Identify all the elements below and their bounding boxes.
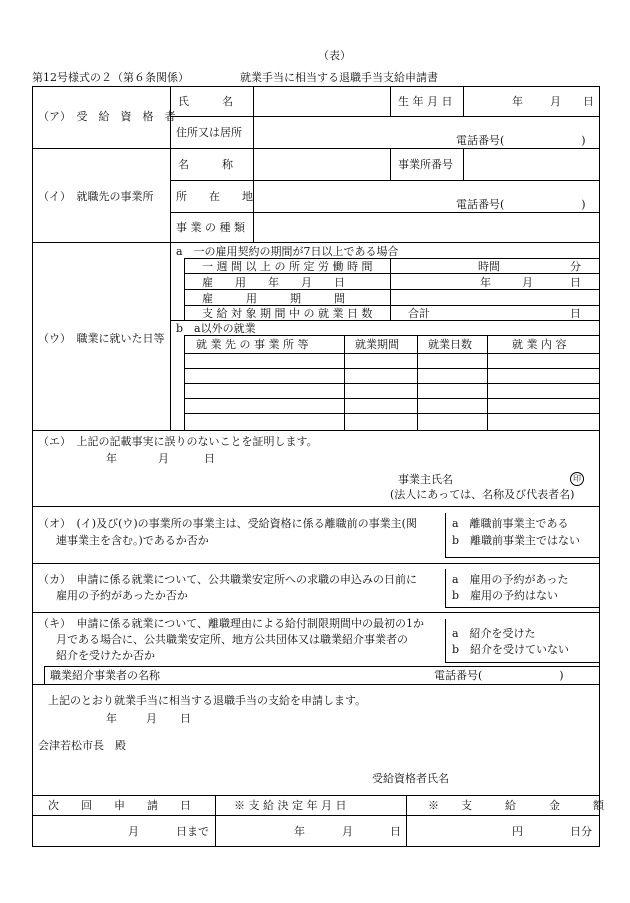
certification-text: （エ） 上記の記載事実に誤りのないことを証明します。	[38, 435, 318, 448]
next-application-header: 次 回 申 請 日	[48, 799, 191, 812]
employer-section-label: （イ） 就職先の事業所	[38, 190, 154, 203]
address-label: 住所又は居所	[176, 126, 242, 139]
cert-year: 年	[106, 452, 117, 465]
decision-year: 年	[294, 825, 305, 838]
former-employer-opt-b: b 離職前事業主ではない	[452, 534, 581, 547]
cert-month: 月	[158, 452, 169, 465]
name-label: 氏 名	[178, 95, 233, 108]
b-header-content: 就 業 内 容	[512, 338, 567, 351]
business-type-label: 事 業 の 種 類	[176, 221, 245, 234]
location-label: 所 在 地	[176, 190, 253, 203]
applicant-label: （ア） 受 給 資 格 者	[38, 110, 176, 123]
birth-month: 月	[550, 95, 561, 108]
application-day: 日	[180, 712, 191, 725]
hire-day: 日	[570, 276, 581, 289]
weekly-hours-unit: 時間	[478, 260, 500, 273]
side-label: （表）	[318, 49, 351, 62]
referral-q2: 月である場合に、公共職業安定所、地方公共団体又は職業紹介事業者の	[56, 633, 408, 646]
seal-mark: 印	[570, 472, 584, 486]
next-app-month: 月	[128, 825, 139, 838]
corporation-note: (法人にあっては、名称及び代表者名)	[390, 488, 575, 501]
application-month: 月	[146, 712, 157, 725]
work-days-label: 支 給 対 象 期 間 中 の 就 業 日 数	[202, 307, 373, 320]
reservation-q2: 雇用の予約があったか否か	[56, 589, 188, 602]
decision-month: 月	[342, 825, 353, 838]
former-employer-q2: 連事業主を含む。)であるか否か	[56, 534, 209, 547]
birth-day: 日	[583, 95, 594, 108]
amount-days: 日分	[570, 825, 592, 838]
cert-day: 日	[204, 452, 215, 465]
office-number-label: 事業所番号	[398, 158, 453, 171]
reservation-opt-a: a 雇用の予約があった	[452, 573, 569, 586]
weekly-minutes-unit: 分	[570, 260, 581, 273]
birth-date-label: 生 年 月 日	[398, 95, 453, 108]
application-year: 年	[106, 712, 117, 725]
employer-name-label: 事業主氏名	[398, 473, 453, 486]
weekly-hours-label: 一 週 間 以 上 の 所 定 労 働 時 間	[202, 260, 373, 273]
agency-name-label: 職業紹介事業者の名称	[50, 669, 160, 682]
work-days-total: 合計	[408, 307, 430, 320]
office-phone: 電話番号( )	[456, 198, 586, 211]
hire-date-label: 雇 用 年 月 日	[202, 276, 345, 289]
reservation-opt-b: b 雇用の予約はない	[452, 589, 559, 602]
referral-q3: 紹介を受けたか否か	[56, 649, 155, 662]
reservation-q1: （カ） 申請に係る就業について、公共職業安定所への求職の申込みの日前に	[38, 573, 418, 586]
employment-days-label: （ウ） 職業に就いた日等	[38, 332, 165, 345]
referral-opt-b: b 紹介を受けていない	[452, 643, 570, 656]
hire-month: 月	[522, 276, 533, 289]
addressee: 会津若松市長 殿	[38, 739, 126, 752]
contract-a-title: a 一の雇用契約の期間が7日以上である場合	[176, 245, 399, 258]
form-number: 第12号様式の２（第６条関係）	[32, 71, 189, 84]
office-name-label: 名 称	[178, 158, 233, 171]
amount-yen: 円	[512, 825, 523, 838]
decision-day: 日	[390, 825, 401, 838]
other-work-b-title: b a以外の就業	[176, 322, 256, 335]
b-header-days: 就業日数	[428, 338, 472, 351]
hire-year: 年	[480, 276, 491, 289]
work-days-unit: 日	[570, 307, 581, 320]
referral-q1: （キ） 申請に係る就業について、離職理由による給付制限期間中の最初の1か	[38, 617, 425, 630]
former-employer-opt-a: a 離職前事業主である	[452, 517, 569, 530]
former-employer-q1: （オ） (イ)及び(ウ)の事業所の事業主は、受給資格に係る離職前の事業主(関	[38, 517, 417, 530]
form-title: 就業手当に相当する退職手当支給申請書	[240, 71, 438, 84]
application-text: 上記のとおり就業手当に相当する退職手当の支給を申請します。	[48, 694, 367, 707]
b-header-period: 就業期間	[355, 338, 399, 351]
next-app-until: 日まで	[176, 825, 209, 838]
applicant-phone: 電話番号( )	[456, 134, 586, 147]
agency-phone: 電話番号( )	[434, 669, 564, 682]
birth-year: 年	[512, 95, 523, 108]
referral-opt-a: a 紹介を受けた	[452, 627, 536, 640]
employment-period-label: 雇 用 期 間	[202, 292, 345, 305]
applicant-name-label: 受給資格者氏名	[372, 772, 449, 785]
decision-date-header: ※ 支 給 決 定 年 月 日	[234, 799, 347, 812]
payment-amount-header: ※ 支 給 金 額	[428, 799, 604, 812]
b-header-workplace: 就 業 先 の 事 業 所 等	[196, 338, 309, 351]
